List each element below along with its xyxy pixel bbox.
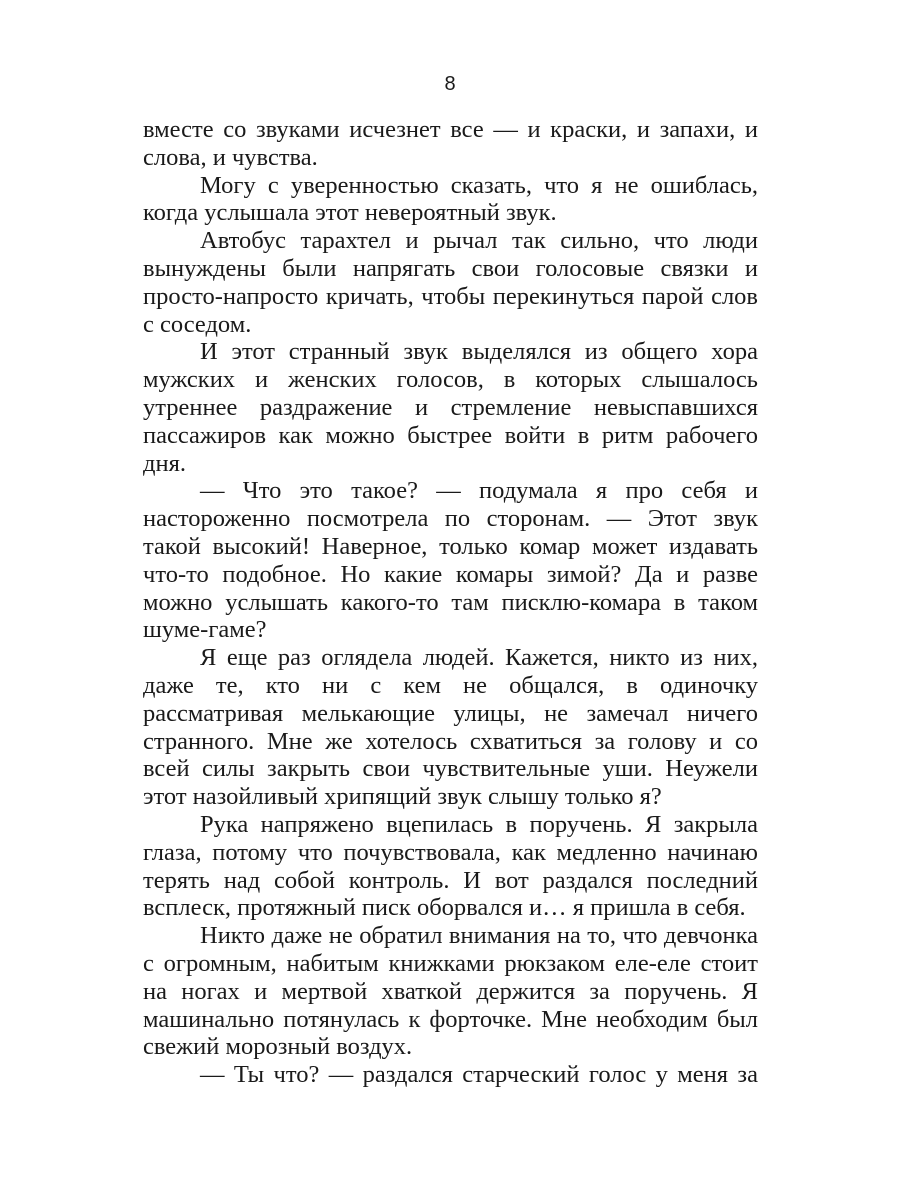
body-text (143, 116, 758, 1089)
paragraph-last: — Ты что? — раздался старческий голос у меня за (200, 1061, 758, 1089)
paragraph: Могу с уверенностью сказать, что я не ошиблась, когда услышала этот невероятный звук. (143, 171, 758, 227)
paragraph: Рука напряжено вцепилась в поручень. Я закрыла глаза, потому что почувствовала, как медленно начинаю терять над собой контроль. И вот раздался последний всплеск, протяжный писк оборвался и… я пришла в себя. (143, 810, 758, 922)
paragraph: Я еще раз оглядела людей. Кажется, никто из них, даже те, кто ни с кем не общался, в одиночку рассматривая мелькающие улицы, не замечал ничего странного. Мне же хотелось схватиться за голову и со всей силы закрыть свои чувствительные уши. Неужели этот назойливый хрипящий звук слышу только я? (143, 644, 758, 811)
paragraph: Никто даже не обратил внимания на то, что девчонка с огромным, набитым книжками рюкзаком еле-еле стоит на ногах и мертвой хваткой держится за поручень. Я машинально потянулась к форточке. Мне необходим был свежий морозный воздух. (143, 922, 758, 1061)
paragraph: — Что это такое? — подумала я про себя и настороженно посмотрела по сторонам. — Этот звук такой высокий! Наверное, только комар может издавать что-то подобное. Но какие комары зимой? Да и разве можно услышать какого-то там писклю-комара в таком шуме-гаме? (143, 477, 758, 644)
paragraph: И этот странный звук выделялся из общего хора мужских и женских голосов, в которых слышалось утреннее раздражение и стремление невыспавшихся пассажиров как можно быстрее войти в ритм рабочего дня. (143, 338, 758, 477)
page-number: 8 (444, 73, 456, 95)
paragraph: Автобус тарахтел и рычал так сильно, что люди вынуждены были напрягать свои голосовые связки и просто-напросто кричать, чтобы перекинуться парой слов с соседом. (143, 227, 758, 338)
paragraph-continuation: вместе со звуками исчезнет все — и краски, и запахи, и слова, и чувства. (143, 116, 758, 171)
